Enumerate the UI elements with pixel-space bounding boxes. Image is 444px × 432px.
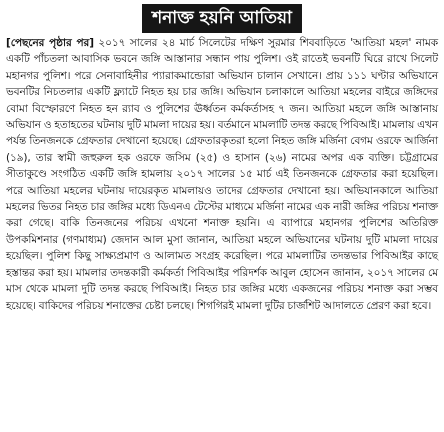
- article-text: ২০১৭ সালের ২৪ মার্চ সিলেটের দক্ষিণ সুরমার শিববাড়িতে 'আতিয়া মহল' নামক একটি পাঁচতলা আবাসিক ভবনে জঙ্গি আস্তানার সন্ধান পায় পুলিশ। ওই রাতেই ভবনটি ঘিরে রাখে সিলেট মহানগর পুলিশ। পরে সেনাবাহিনীর প্যারাকমান্ডোরা অভিযান চালান সেখানে। প্রায় ১১১ ঘণ্টার অভিযানে ভবনটির নিচতলার একটি ফ্ল্যাটে নিহত হয় চার জঙ্গি। অভিযান চলাকালে আতিয়া মহলের বাইরে জঙ্গিদের বোমা বিস্ফোরণে নিহত হন র‌্যাব ও পুলিশের ঊর্ধ্বতন কর্মকর্তাসহ ৭ জন। আতিয়া মহলে জঙ্গি আস্তানায় অভিযান ও হতাহতের ঘটনায় দুটি মামলা দায়ের হয়। বর্তমানে মামলাটি তদন্ত করছে পিবিআই। মামলায় এখন পর্যন্ত তিনজনকে গ্রেফতার দেখানো হয়েছে। গ্রেফতারকৃতরা হলো নিহত জঙ্গি মর্জিনা বেগম ওরফে আর্জিনা (১৯), তার স্বামী জহুরুল হক ওরফে জসিম (২৫) ও হাসান (২৬) নামের অপর এক ব্যক্তি। চট্টগ্রামের সীতাকুণ্ডে সংগঠিত একটি জঙ্গি হামলায় ২০১৭ সালের ১৫ মার্চ এই তিনজনকে গ্রেফতার করা হয়েছিল। পরে আতিয়া মহলের ঘটনায় দায়েরকৃত মামলায়ও তাদের গ্রেফতার দেখানো হয়। অভিযানকালে আতিয়া মহলের ভিতর নিহত চার জঙ্গির মধ্যে ডিএনএ টেস্টের মাধ্যমে মর্জিনা নামের এক নারী জঙ্গির পরিচয় শনাক্ত করা গেছে। বাকি তিনজনের পরিচয় এখনো শনাক্ত হয়নি। এ ব্যাপারে মহানগর পুলিশের অতিরিক্ত উপকমিশনার (গণমাধ্যম) জেদান আল মুসা জানান, আতিয়া মহলে অভিযানের ঘটনায় দুটি মামলা দায়ের হয়েছিল। পুলিশ কিছু সাক্ষ্যপ্রমাণ ও আলামত সংগ্রহ করেছিল। পরে মামলাটির তদন্তভার পিবিআইর কাছে হস্তান্তর করা হয়। মামলার তদন্তকারী কর্মকর্তা পিবিআইর পরিদর্শক আবুল হোসেন জানান, ২০১৭ সালের মে মাস থেকে মামলা দুটি তদন্ত করছে পিবিআই। নিহত চার জঙ্গির মধ্যে একজনের পরিচয় শনাক্ত করা সম্ভব হয়েছে। বাকিদের পরিচয় শনাক্তের চেষ্টা চলছে। শিগগিরই মামলা দুটির চার্জশিট আদালতে প্রেরণ করা হবে।: [6, 37, 438, 312]
- headline-band: [6, 0, 438, 33]
- article-body: [6, 35, 438, 314]
- headline: শনাক্ত হয়নি আতিয়া: [142, 4, 302, 33]
- continuation-marker: [পেছনের পৃষ্ঠার পর]: [6, 37, 94, 49]
